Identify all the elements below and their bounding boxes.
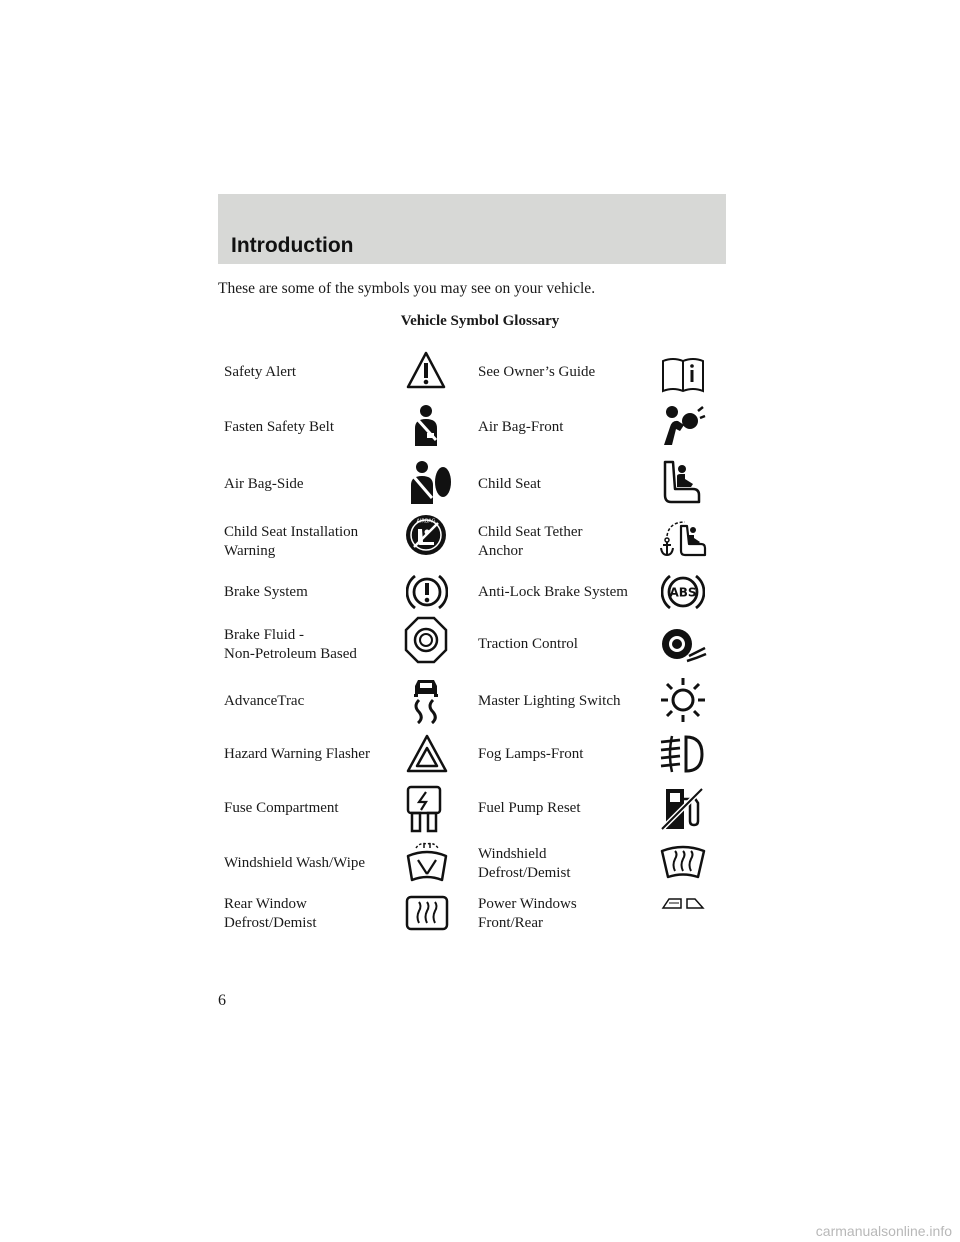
air-bag-side-icon (404, 460, 452, 504)
seat-belt-icon (406, 404, 446, 446)
symbol-label: Traction Control (478, 636, 578, 652)
symbol-label: Air Bag-Front (478, 419, 564, 435)
owners-guide-book-icon (661, 355, 705, 393)
symbol-label: Anti-Lock Brake System (478, 584, 628, 600)
symbol-label: Air Bag-Side (224, 476, 304, 492)
abs-text: ABS (669, 585, 697, 600)
symbol-label: Child Seat Installation Warning (224, 524, 359, 559)
symbol-label: Hazard Warning Flasher (224, 746, 370, 762)
symbol-label: See Owner’s Guide (478, 364, 596, 380)
symbol-label: Fuse Compartment (224, 800, 339, 816)
warning-triangle-icon (406, 350, 446, 390)
symbol-label: Power Windows Front/Rear (478, 896, 577, 931)
symbol-label: Fasten Safety Belt (224, 419, 334, 435)
symbol-label: Windshield Wash/Wipe (224, 855, 366, 871)
power-windows-icon (661, 896, 707, 910)
symbol-label: AdvanceTrac (224, 693, 305, 709)
symbol-label: Child Seat Tether Anchor (478, 524, 583, 559)
brake-system-icon (406, 571, 448, 613)
intro-text: These are some of the symbols you may see on your vehicle. (218, 280, 596, 297)
child-seat-icon (661, 459, 701, 505)
symbol-label: Rear Window Defrost/Demist (224, 896, 317, 931)
abs-icon (661, 571, 705, 613)
glossary-title: Vehicle Symbol Glossary (400, 313, 560, 329)
air-bag-front-icon (660, 405, 706, 447)
symbol-label: Safety Alert (224, 364, 297, 380)
hazard-flasher-icon (406, 734, 448, 774)
symbol-label: Master Lighting Switch (478, 693, 621, 709)
traction-control-icon (659, 624, 707, 664)
symbol-label: Fuel Pump Reset (478, 800, 581, 816)
fuel-pump-reset-icon (660, 785, 704, 831)
airbag-badge-text: AIRBAG (416, 518, 436, 525)
advancetrac-icon (409, 676, 443, 724)
watermark: carmanualsonline.info (815, 1223, 952, 1239)
page-number: 6 (218, 992, 226, 1009)
windshield-defrost-icon (659, 843, 707, 881)
master-lighting-icon (659, 676, 707, 724)
child-seat-tether-anchor-icon (659, 518, 707, 558)
child-seat-warning-icon (405, 514, 447, 556)
windshield-wash-wipe-icon (404, 840, 450, 886)
fog-lamps-icon (658, 733, 704, 775)
symbol-label: Child Seat (478, 476, 541, 492)
symbol-label: Windshield Defrost/Demist (478, 846, 571, 881)
symbol-label: Brake Fluid - Non-Petroleum Based (224, 627, 357, 662)
symbol-label: Brake System (224, 584, 308, 600)
brake-fluid-icon (404, 616, 448, 664)
fuse-icon (406, 785, 442, 833)
section-title: Introduction (231, 234, 354, 257)
symbol-label: Fog Lamps-Front (478, 746, 584, 762)
rear-window-defrost-icon (405, 893, 449, 933)
